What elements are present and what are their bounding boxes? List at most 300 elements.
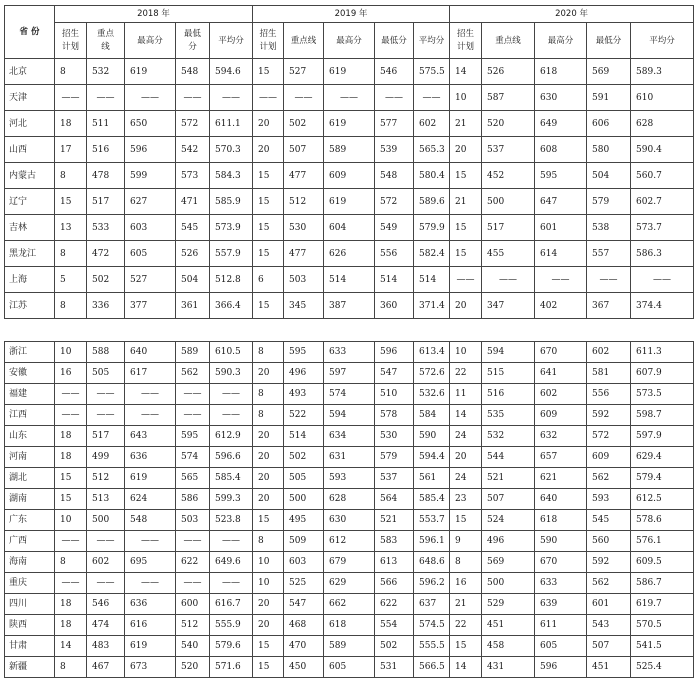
province-cell: 上海 — [5, 267, 55, 293]
score-cell-2020: 590.4 — [631, 137, 694, 163]
table-row — [5, 137, 694, 163]
score-cell-2018: 13 — [55, 215, 87, 241]
score-cell-2018: 573 — [176, 163, 210, 189]
score-cell-2019: 612 — [324, 531, 375, 552]
province-cell: 江苏 — [5, 293, 55, 319]
score-cell-2020: 543 — [587, 615, 631, 636]
score-cell-2019: 637 — [414, 594, 450, 615]
score-cell-2019: 582.4 — [414, 241, 450, 267]
score-cell-2020: 560 — [587, 531, 631, 552]
score-cell-2020: 670 — [535, 342, 587, 363]
score-cell-2018: 18 — [55, 111, 87, 137]
score-cell-2019: 574 — [324, 384, 375, 405]
score-cell-2019: 619 — [324, 189, 375, 215]
score-cell-2020: 14 — [450, 59, 482, 85]
score-cell-2020: 431 — [482, 657, 535, 678]
score-cell-2018: 557.9 — [210, 241, 253, 267]
score-cell-2018: 574 — [176, 447, 210, 468]
score-cell-2018: 503 — [176, 510, 210, 531]
score-cell-2018: 478 — [87, 163, 125, 189]
score-cell-2018: 517 — [87, 189, 125, 215]
score-cell-2020: 535 — [482, 405, 535, 426]
score-cell-2019: 626 — [324, 241, 375, 267]
province-cell: 北京 — [5, 59, 55, 85]
score-cell-2018: 10 — [55, 510, 87, 531]
score-cell-2018: 502 — [87, 267, 125, 293]
score-cell-2018: 570.3 — [210, 137, 253, 163]
score-cell-2020: 374.4 — [631, 293, 694, 319]
score-cell-2020: 525.4 — [631, 657, 694, 678]
score-cell-2020: 580 — [587, 137, 631, 163]
score-cell-2018: 15 — [55, 468, 87, 489]
score-cell-2018: 643 — [125, 426, 176, 447]
province-cell: 黑龙江 — [5, 241, 55, 267]
score-cell-2018: —— — [125, 573, 176, 594]
score-cell-2018: —— — [87, 384, 125, 405]
score-cell-2018: 573.9 — [210, 215, 253, 241]
table-row — [5, 489, 694, 510]
score-cell-2018: 533 — [87, 215, 125, 241]
score-cell-2018: 673 — [125, 657, 176, 678]
score-cell-2018: 548 — [125, 510, 176, 531]
score-cell-2019: 633 — [324, 342, 375, 363]
score-cell-2019: 20 — [253, 594, 284, 615]
score-cell-2019: —— — [253, 85, 284, 111]
score-cell-2020: 520 — [482, 111, 535, 137]
table-row — [5, 657, 694, 678]
score-cell-2018: 546 — [87, 594, 125, 615]
score-cell-2019: 502 — [284, 447, 324, 468]
table-row — [5, 405, 694, 426]
score-cell-2020: 632 — [535, 426, 587, 447]
score-cell-2018: 8 — [55, 241, 87, 267]
score-cell-2020: 451 — [587, 657, 631, 678]
score-cell-2020: 612.5 — [631, 489, 694, 510]
score-cell-2020: 579 — [587, 189, 631, 215]
score-cell-2020: 602.7 — [631, 189, 694, 215]
score-cell-2018: 18 — [55, 447, 87, 468]
score-cell-2020: 578.6 — [631, 510, 694, 531]
col-avg-2019: 平均分 — [414, 23, 450, 59]
score-cell-2019: 470 — [284, 636, 324, 657]
score-cell-2018: 695 — [125, 552, 176, 573]
score-cell-2020: 592 — [587, 405, 631, 426]
score-cell-2019: 20 — [253, 468, 284, 489]
score-cell-2019: 502 — [375, 636, 414, 657]
score-cell-2019: 629 — [324, 573, 375, 594]
score-cell-2018: 585.9 — [210, 189, 253, 215]
score-cell-2019: 572 — [375, 189, 414, 215]
score-cell-2019: 577 — [375, 111, 414, 137]
score-cell-2018: 526 — [176, 241, 210, 267]
score-cell-2018: 540 — [176, 636, 210, 657]
score-cell-2019: 20 — [253, 111, 284, 137]
score-cell-2020: —— — [482, 267, 535, 293]
score-cell-2020: 640 — [535, 489, 587, 510]
score-cell-2020: 576.1 — [631, 531, 694, 552]
score-cell-2018: 565 — [176, 468, 210, 489]
score-cell-2019: 15 — [253, 636, 284, 657]
score-cell-2018: 472 — [87, 241, 125, 267]
score-cell-2020: 573.7 — [631, 215, 694, 241]
score-cell-2018: —— — [210, 384, 253, 405]
score-cell-2020: 589.3 — [631, 59, 694, 85]
province-cell: 湖北 — [5, 468, 55, 489]
score-cell-2019: 507 — [284, 137, 324, 163]
table-row — [5, 85, 694, 111]
score-cell-2020: 579.4 — [631, 468, 694, 489]
score-cell-2020: 609 — [587, 447, 631, 468]
score-cell-2018: 611.1 — [210, 111, 253, 137]
score-cell-2018: 579.6 — [210, 636, 253, 657]
score-cell-2019: 509 — [284, 531, 324, 552]
score-cell-2019: 572.6 — [414, 363, 450, 384]
score-cell-2020: 569 — [482, 552, 535, 573]
score-cell-2020: 605 — [535, 636, 587, 657]
score-cell-2018: 596.6 — [210, 447, 253, 468]
score-cell-2020: 537 — [482, 137, 535, 163]
score-cell-2018: —— — [55, 531, 87, 552]
score-cell-2020: 10 — [450, 342, 482, 363]
score-cell-2018: 8 — [55, 59, 87, 85]
score-cell-2019: 495 — [284, 510, 324, 531]
score-cell-2019: 8 — [253, 405, 284, 426]
score-cell-2018: 649.6 — [210, 552, 253, 573]
score-cell-2020: 20 — [450, 137, 482, 163]
score-cell-2018: 605 — [125, 241, 176, 267]
score-cell-2018: 610.5 — [210, 342, 253, 363]
province-cell: 辽宁 — [5, 189, 55, 215]
table-row — [5, 468, 694, 489]
score-cell-2020: 24 — [450, 468, 482, 489]
score-cell-2019: 561 — [414, 468, 450, 489]
score-cell-2019: 510 — [375, 384, 414, 405]
score-cell-2018: 512.8 — [210, 267, 253, 293]
score-cell-2020: 586.3 — [631, 241, 694, 267]
score-cell-2019: 20 — [253, 363, 284, 384]
score-cell-2020: 507 — [587, 636, 631, 657]
score-cell-2020: 562 — [587, 573, 631, 594]
province-cell: 吉林 — [5, 215, 55, 241]
score-cell-2020: 455 — [482, 241, 535, 267]
score-cell-2018: 616 — [125, 615, 176, 636]
score-cell-2020: 529 — [482, 594, 535, 615]
score-cell-2018: 584.3 — [210, 163, 253, 189]
score-cell-2019: 628 — [324, 489, 375, 510]
score-cell-2019: 566 — [375, 573, 414, 594]
score-cell-2019: 8 — [253, 531, 284, 552]
score-cell-2020: 496 — [482, 531, 535, 552]
score-cell-2020: 21 — [450, 189, 482, 215]
table-row — [5, 215, 694, 241]
table-row — [5, 573, 694, 594]
score-cell-2018: 594.6 — [210, 59, 253, 85]
score-cell-2020: 402 — [535, 293, 587, 319]
score-cell-2018: 596 — [125, 137, 176, 163]
score-cell-2020: 10 — [450, 85, 482, 111]
score-cell-2020: 15 — [450, 510, 482, 531]
score-cell-2020: —— — [631, 267, 694, 293]
score-cell-2019: 15 — [253, 657, 284, 678]
score-cell-2018: 627 — [125, 189, 176, 215]
score-cell-2019: 547 — [375, 363, 414, 384]
score-cell-2018: —— — [55, 384, 87, 405]
score-cell-2020: 592 — [587, 552, 631, 573]
province-cell: 广西 — [5, 531, 55, 552]
score-cell-2020: 594 — [482, 342, 535, 363]
score-table-bottom — [4, 341, 694, 678]
col-key-2020: 重点线 — [482, 23, 535, 59]
score-cell-2018: 555.9 — [210, 615, 253, 636]
score-cell-2020: 545 — [587, 510, 631, 531]
score-cell-2020: 581 — [587, 363, 631, 384]
province-cell: 山西 — [5, 137, 55, 163]
score-cell-2018: —— — [125, 384, 176, 405]
score-cell-2018: 616.7 — [210, 594, 253, 615]
score-cell-2020: 367 — [587, 293, 631, 319]
score-cell-2019: 371.4 — [414, 293, 450, 319]
score-cell-2019: 597 — [324, 363, 375, 384]
score-cell-2018: —— — [125, 531, 176, 552]
table-row — [5, 384, 694, 405]
score-cell-2018: 361 — [176, 293, 210, 319]
score-cell-2020: 633 — [535, 573, 587, 594]
province-cell: 重庆 — [5, 573, 55, 594]
table-row — [5, 59, 694, 85]
score-cell-2020: 14 — [450, 657, 482, 678]
score-cell-2020: 347 — [482, 293, 535, 319]
table-row — [5, 189, 694, 215]
score-cell-2019: 631 — [324, 447, 375, 468]
score-cell-2018: 517 — [87, 426, 125, 447]
score-cell-2019: 20 — [253, 426, 284, 447]
province-cell: 海南 — [5, 552, 55, 573]
table-row — [5, 163, 694, 189]
score-cell-2020: 500 — [482, 573, 535, 594]
score-cell-2019: 500 — [284, 489, 324, 510]
table-row — [5, 510, 694, 531]
score-cell-2019: 10 — [253, 573, 284, 594]
score-cell-2019: 679 — [324, 552, 375, 573]
score-cell-2018: 585.4 — [210, 468, 253, 489]
score-cell-2018: 624 — [125, 489, 176, 510]
score-cell-2019: 575.5 — [414, 59, 450, 85]
col-avg-2018: 平均分 — [210, 23, 253, 59]
score-cell-2019: 20 — [253, 447, 284, 468]
score-cell-2020: 611.3 — [631, 342, 694, 363]
score-cell-2018: 599.3 — [210, 489, 253, 510]
year-header-2020: 2020 年 — [450, 6, 694, 23]
province-cell: 福建 — [5, 384, 55, 405]
score-cell-2019: 605 — [324, 657, 375, 678]
score-cell-2019: 589.6 — [414, 189, 450, 215]
col-avg-2020: 平均分 — [631, 23, 694, 59]
score-cell-2020: 524 — [482, 510, 535, 531]
score-cell-2020: 24 — [450, 426, 482, 447]
score-cell-2018: 8 — [55, 657, 87, 678]
score-cell-2020: 611 — [535, 615, 587, 636]
score-cell-2019: 512 — [284, 189, 324, 215]
table-row — [5, 267, 694, 293]
score-cell-2018: 532 — [87, 59, 125, 85]
score-cell-2018: 599 — [125, 163, 176, 189]
score-cell-2019: 594 — [324, 405, 375, 426]
score-cell-2020: 670 — [535, 552, 587, 573]
col-max-2020: 最高分 — [535, 23, 587, 59]
section-gap — [0, 322, 649, 341]
score-cell-2019: 493 — [284, 384, 324, 405]
province-cell: 湖南 — [5, 489, 55, 510]
score-cell-2018: —— — [176, 531, 210, 552]
score-cell-2018: 520 — [176, 657, 210, 678]
score-cell-2019: 503 — [284, 267, 324, 293]
score-cell-2018: 622 — [176, 552, 210, 573]
score-cell-2020: 20 — [450, 293, 482, 319]
score-cell-2020: 507 — [482, 489, 535, 510]
score-cell-2020: 618 — [535, 59, 587, 85]
score-table-top — [4, 5, 694, 319]
score-cell-2020: 609.5 — [631, 552, 694, 573]
col-enroll-2018: 招生 计划 — [55, 23, 87, 59]
score-cell-2018: —— — [176, 85, 210, 111]
score-cell-2018: 483 — [87, 636, 125, 657]
province-cell: 安徽 — [5, 363, 55, 384]
score-cell-2019: 502 — [284, 111, 324, 137]
score-cell-2019: 514 — [414, 267, 450, 293]
score-cell-2020: 14 — [450, 405, 482, 426]
score-cell-2019: 604 — [324, 215, 375, 241]
score-cell-2020: 591 — [587, 85, 631, 111]
table-row — [5, 447, 694, 468]
table-row — [5, 363, 694, 384]
score-cell-2019: 589 — [324, 137, 375, 163]
table-row — [5, 241, 694, 267]
score-cell-2018: 18 — [55, 426, 87, 447]
col-key-2019: 重点线 — [284, 23, 324, 59]
score-cell-2019: —— — [324, 85, 375, 111]
score-cell-2020: 517 — [482, 215, 535, 241]
year-header-2018: 2018 年 — [55, 6, 253, 23]
score-cell-2020: 641 — [535, 363, 587, 384]
score-cell-2018: 619 — [125, 636, 176, 657]
score-cell-2019: 565.3 — [414, 137, 450, 163]
year-header-2019: 2019 年 — [253, 6, 450, 23]
score-cell-2018: 366.4 — [210, 293, 253, 319]
score-cell-2019: 556 — [375, 241, 414, 267]
col-enroll-2020: 招生 计划 — [450, 23, 482, 59]
score-cell-2018: —— — [55, 573, 87, 594]
score-cell-2018: 640 — [125, 342, 176, 363]
score-cell-2018: 595 — [176, 426, 210, 447]
score-cell-2018: —— — [87, 85, 125, 111]
score-cell-2018: 572 — [176, 111, 210, 137]
table-row — [5, 342, 694, 363]
score-cell-2019: 450 — [284, 657, 324, 678]
table-row — [5, 615, 694, 636]
score-cell-2019: 6 — [253, 267, 284, 293]
score-cell-2019: 579.9 — [414, 215, 450, 241]
score-cell-2019: 585.4 — [414, 489, 450, 510]
score-cell-2019: 555.5 — [414, 636, 450, 657]
score-cell-2019: 345 — [284, 293, 324, 319]
score-cell-2020: 500 — [482, 189, 535, 215]
score-cell-2018: 586 — [176, 489, 210, 510]
score-cell-2020: 572 — [587, 426, 631, 447]
score-cell-2018: 467 — [87, 657, 125, 678]
score-cell-2020: 560.7 — [631, 163, 694, 189]
score-cell-2018: —— — [210, 573, 253, 594]
score-cell-2019: 553.7 — [414, 510, 450, 531]
score-cell-2018: 511 — [87, 111, 125, 137]
score-cell-2020: 9 — [450, 531, 482, 552]
score-cell-2018: 590.3 — [210, 363, 253, 384]
score-cell-2018: 18 — [55, 615, 87, 636]
score-cell-2020: 22 — [450, 363, 482, 384]
score-cell-2020: 610 — [631, 85, 694, 111]
score-cell-2018: 8 — [55, 163, 87, 189]
score-cell-2019: —— — [414, 85, 450, 111]
score-cell-2018: 5 — [55, 267, 87, 293]
score-cell-2018: 336 — [87, 293, 125, 319]
score-cell-2019: 613 — [375, 552, 414, 573]
score-cell-2020: 23 — [450, 489, 482, 510]
score-cell-2020: 587 — [482, 85, 535, 111]
score-cell-2019: 609 — [324, 163, 375, 189]
score-cell-2018: 603 — [125, 215, 176, 241]
score-cell-2020: 618 — [535, 510, 587, 531]
score-cell-2020: 21 — [450, 111, 482, 137]
score-cell-2018: 16 — [55, 363, 87, 384]
score-cell-2018: 8 — [55, 293, 87, 319]
score-cell-2020: 15 — [450, 163, 482, 189]
score-cell-2018: 636 — [125, 447, 176, 468]
score-cell-2020: 630 — [535, 85, 587, 111]
table-row — [5, 111, 694, 137]
score-cell-2018: 650 — [125, 111, 176, 137]
score-cell-2019: 583 — [375, 531, 414, 552]
score-cell-2019: 537 — [375, 468, 414, 489]
score-cell-2020: 590 — [535, 531, 587, 552]
score-cell-2019: 634 — [324, 426, 375, 447]
score-cell-2020: 607.9 — [631, 363, 694, 384]
score-cell-2020: 532 — [482, 426, 535, 447]
score-cell-2020: 21 — [450, 594, 482, 615]
score-cell-2019: 547 — [284, 594, 324, 615]
province-cell: 江西 — [5, 405, 55, 426]
score-cell-2020: 15 — [450, 636, 482, 657]
province-cell: 内蒙古 — [5, 163, 55, 189]
table-row — [5, 594, 694, 615]
score-cell-2019: 648.6 — [414, 552, 450, 573]
table-row — [5, 531, 694, 552]
score-cell-2019: 15 — [253, 189, 284, 215]
score-cell-2018: 527 — [125, 267, 176, 293]
table-row — [5, 552, 694, 573]
score-cell-2019: 15 — [253, 59, 284, 85]
score-cell-2020: 16 — [450, 573, 482, 594]
score-cell-2018: 545 — [176, 215, 210, 241]
score-cell-2020: 619.7 — [631, 594, 694, 615]
score-cell-2018: —— — [210, 405, 253, 426]
score-cell-2019: 546 — [375, 59, 414, 85]
province-cell: 山东 — [5, 426, 55, 447]
score-cell-2019: 20 — [253, 137, 284, 163]
score-cell-2020: 598.7 — [631, 405, 694, 426]
score-cell-2019: 514 — [375, 267, 414, 293]
score-cell-2018: 18 — [55, 594, 87, 615]
score-cell-2020: 521 — [482, 468, 535, 489]
score-cell-2019: 514 — [284, 426, 324, 447]
